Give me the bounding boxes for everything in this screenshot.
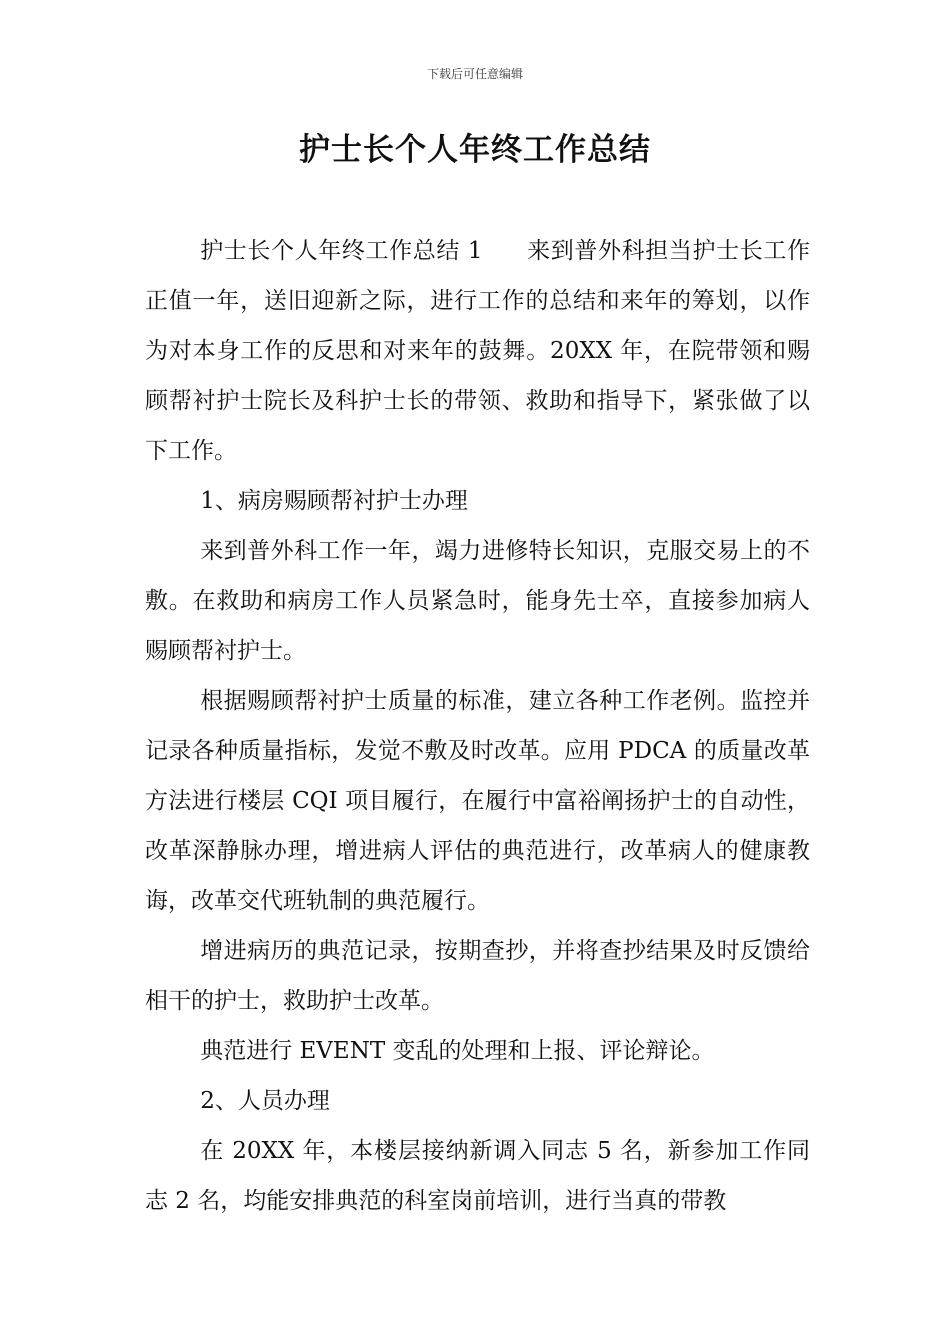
intro-heading: 护士长个人年终工作总结 1 xyxy=(200,238,483,264)
paragraph: 增进病历的典范记录，按期查抄，并将查抄结果及时反馈给相干的护士，救助护士改革。 xyxy=(145,938,810,1014)
paragraph: 在 20XX 年，本楼层接纳新调入同志 5 名，新参加工作同志 2 名，均能安排典范的科室岗前培训，进行当真的带教 xyxy=(145,1138,810,1214)
section-heading: 1、病房赐顾帮衬护士办理 xyxy=(200,488,468,514)
paragraph: 根据赐顾帮衬护士质量的标准，建立各种工作老例。监控并记录各种质量指标，发觉不敷及时改革。应用 PDCA 的质量改革方法进行楼层 CQI 项目履行，在履行中富裕阐扬护士的自动性，改革深静脉办理，增进病人评估的典范进行，改革病人的健康教诲，改革交代班轨制的典范履行。 xyxy=(145,688,810,914)
document-body xyxy=(145,226,810,1226)
paragraph-text: 来到普外科担当护士长工作正值一年，送旧迎新之际，进行工作的总结和来年的筹划，以作为对本身工作的反思和对来年的鼓舞。20XX 年，在院带领和赐顾帮衬护士院长及科护士长的带领、救助和指导下，紧张做了以下工作。 xyxy=(145,238,810,464)
paragraph xyxy=(145,226,810,476)
paragraph: 典范进行 EVENT 变乱的处理和上报、评论辩论。 xyxy=(200,1038,715,1064)
section-heading: 2、人员办理 xyxy=(200,1088,330,1114)
paragraph: 来到普外科工作一年，竭力进修特长知识，克服交易上的不敷。在救助和病房工作人员紧急时，能身先士卒，直接参加病人赐顾帮衬护士。 xyxy=(145,538,810,664)
document-title: 护士长个人年终工作总结 xyxy=(299,132,651,168)
header-note: 下载后可任意编辑 xyxy=(426,67,523,81)
